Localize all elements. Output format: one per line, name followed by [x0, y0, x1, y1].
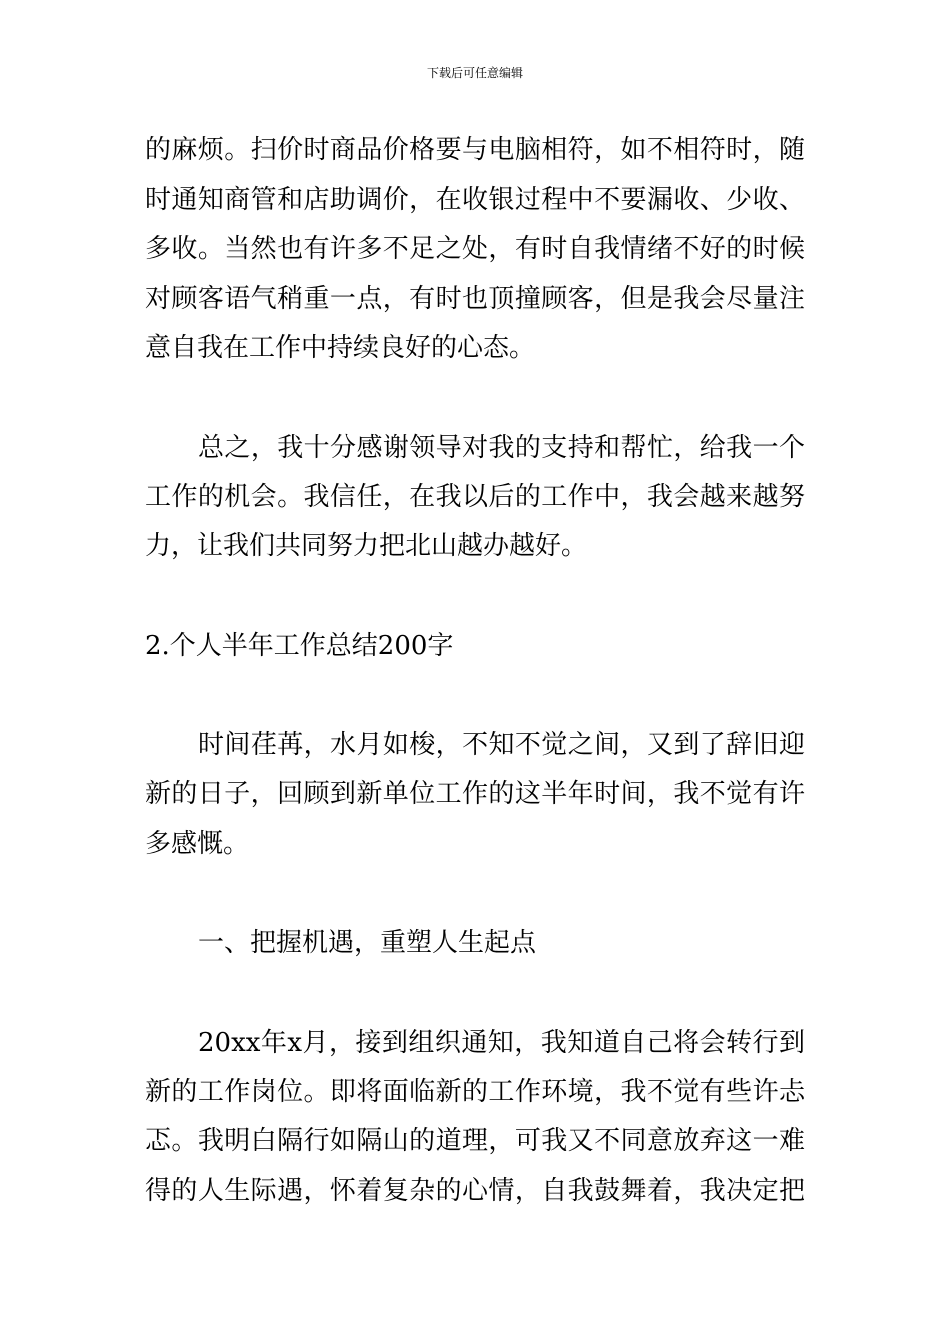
paragraph-2-line-2: 工作的机会。我信任，在我以后的工作中，我会越来越努 — [145, 482, 805, 512]
paragraph-1-line-3: 多收。当然也有许多不足之处，有时自我情绪不好的时候 — [145, 234, 805, 264]
paragraph-2-line-3: 力，让我们共同努力把北山越办越好。 — [145, 531, 588, 561]
paragraph-1-line-1: 的麻烦。扫价时商品价格要与电脑相符，如不相符时，随 — [145, 135, 805, 165]
paragraph-4-line-2: 新的工作岗位。即将面临新的工作环境，我不觉有些许忐 — [145, 1077, 805, 1107]
paragraph-4-line-3: 忑。我明白隔行如隔山的道理，可我又不同意放弃这一难 — [145, 1126, 805, 1156]
paragraph-1-line-2: 时通知商管和店助调价，在收银过程中不要漏收、少收、 — [145, 185, 805, 215]
paragraph-3-line-2: 新的日子，回顾到新单位工作的这半年时间，我不觉有许 — [145, 779, 805, 809]
paragraph-4-line-1: 20xx年x月，接到组织通知，我知道自己将会转行到 — [198, 1028, 805, 1058]
paragraph-3-line-1: 时间荏苒，水月如梭，不知不觉之间，又到了辞旧迎 — [198, 730, 805, 760]
section-heading: 2.个人半年工作总结200字 — [145, 631, 454, 661]
paragraph-3-line-3: 多感慨。 — [145, 829, 250, 859]
paragraph-1-line-4: 对顾客语气稍重一点，有时也顶撞顾客，但是我会尽量注 — [145, 284, 805, 314]
page-header-note: 下载后可任意编辑 — [426, 66, 523, 80]
paragraph-2-line-1: 总之，我十分感谢领导对我的支持和帮忙，给我一个 — [198, 433, 805, 463]
paragraph-1-line-5: 意自我在工作中持续良好的心态。 — [145, 333, 536, 363]
subheading-1: 一、把握机遇，重塑人生起点 — [198, 928, 537, 958]
paragraph-4-line-4: 得的人生际遇，怀着复杂的心情，自我鼓舞着，我决定把 — [145, 1176, 805, 1206]
